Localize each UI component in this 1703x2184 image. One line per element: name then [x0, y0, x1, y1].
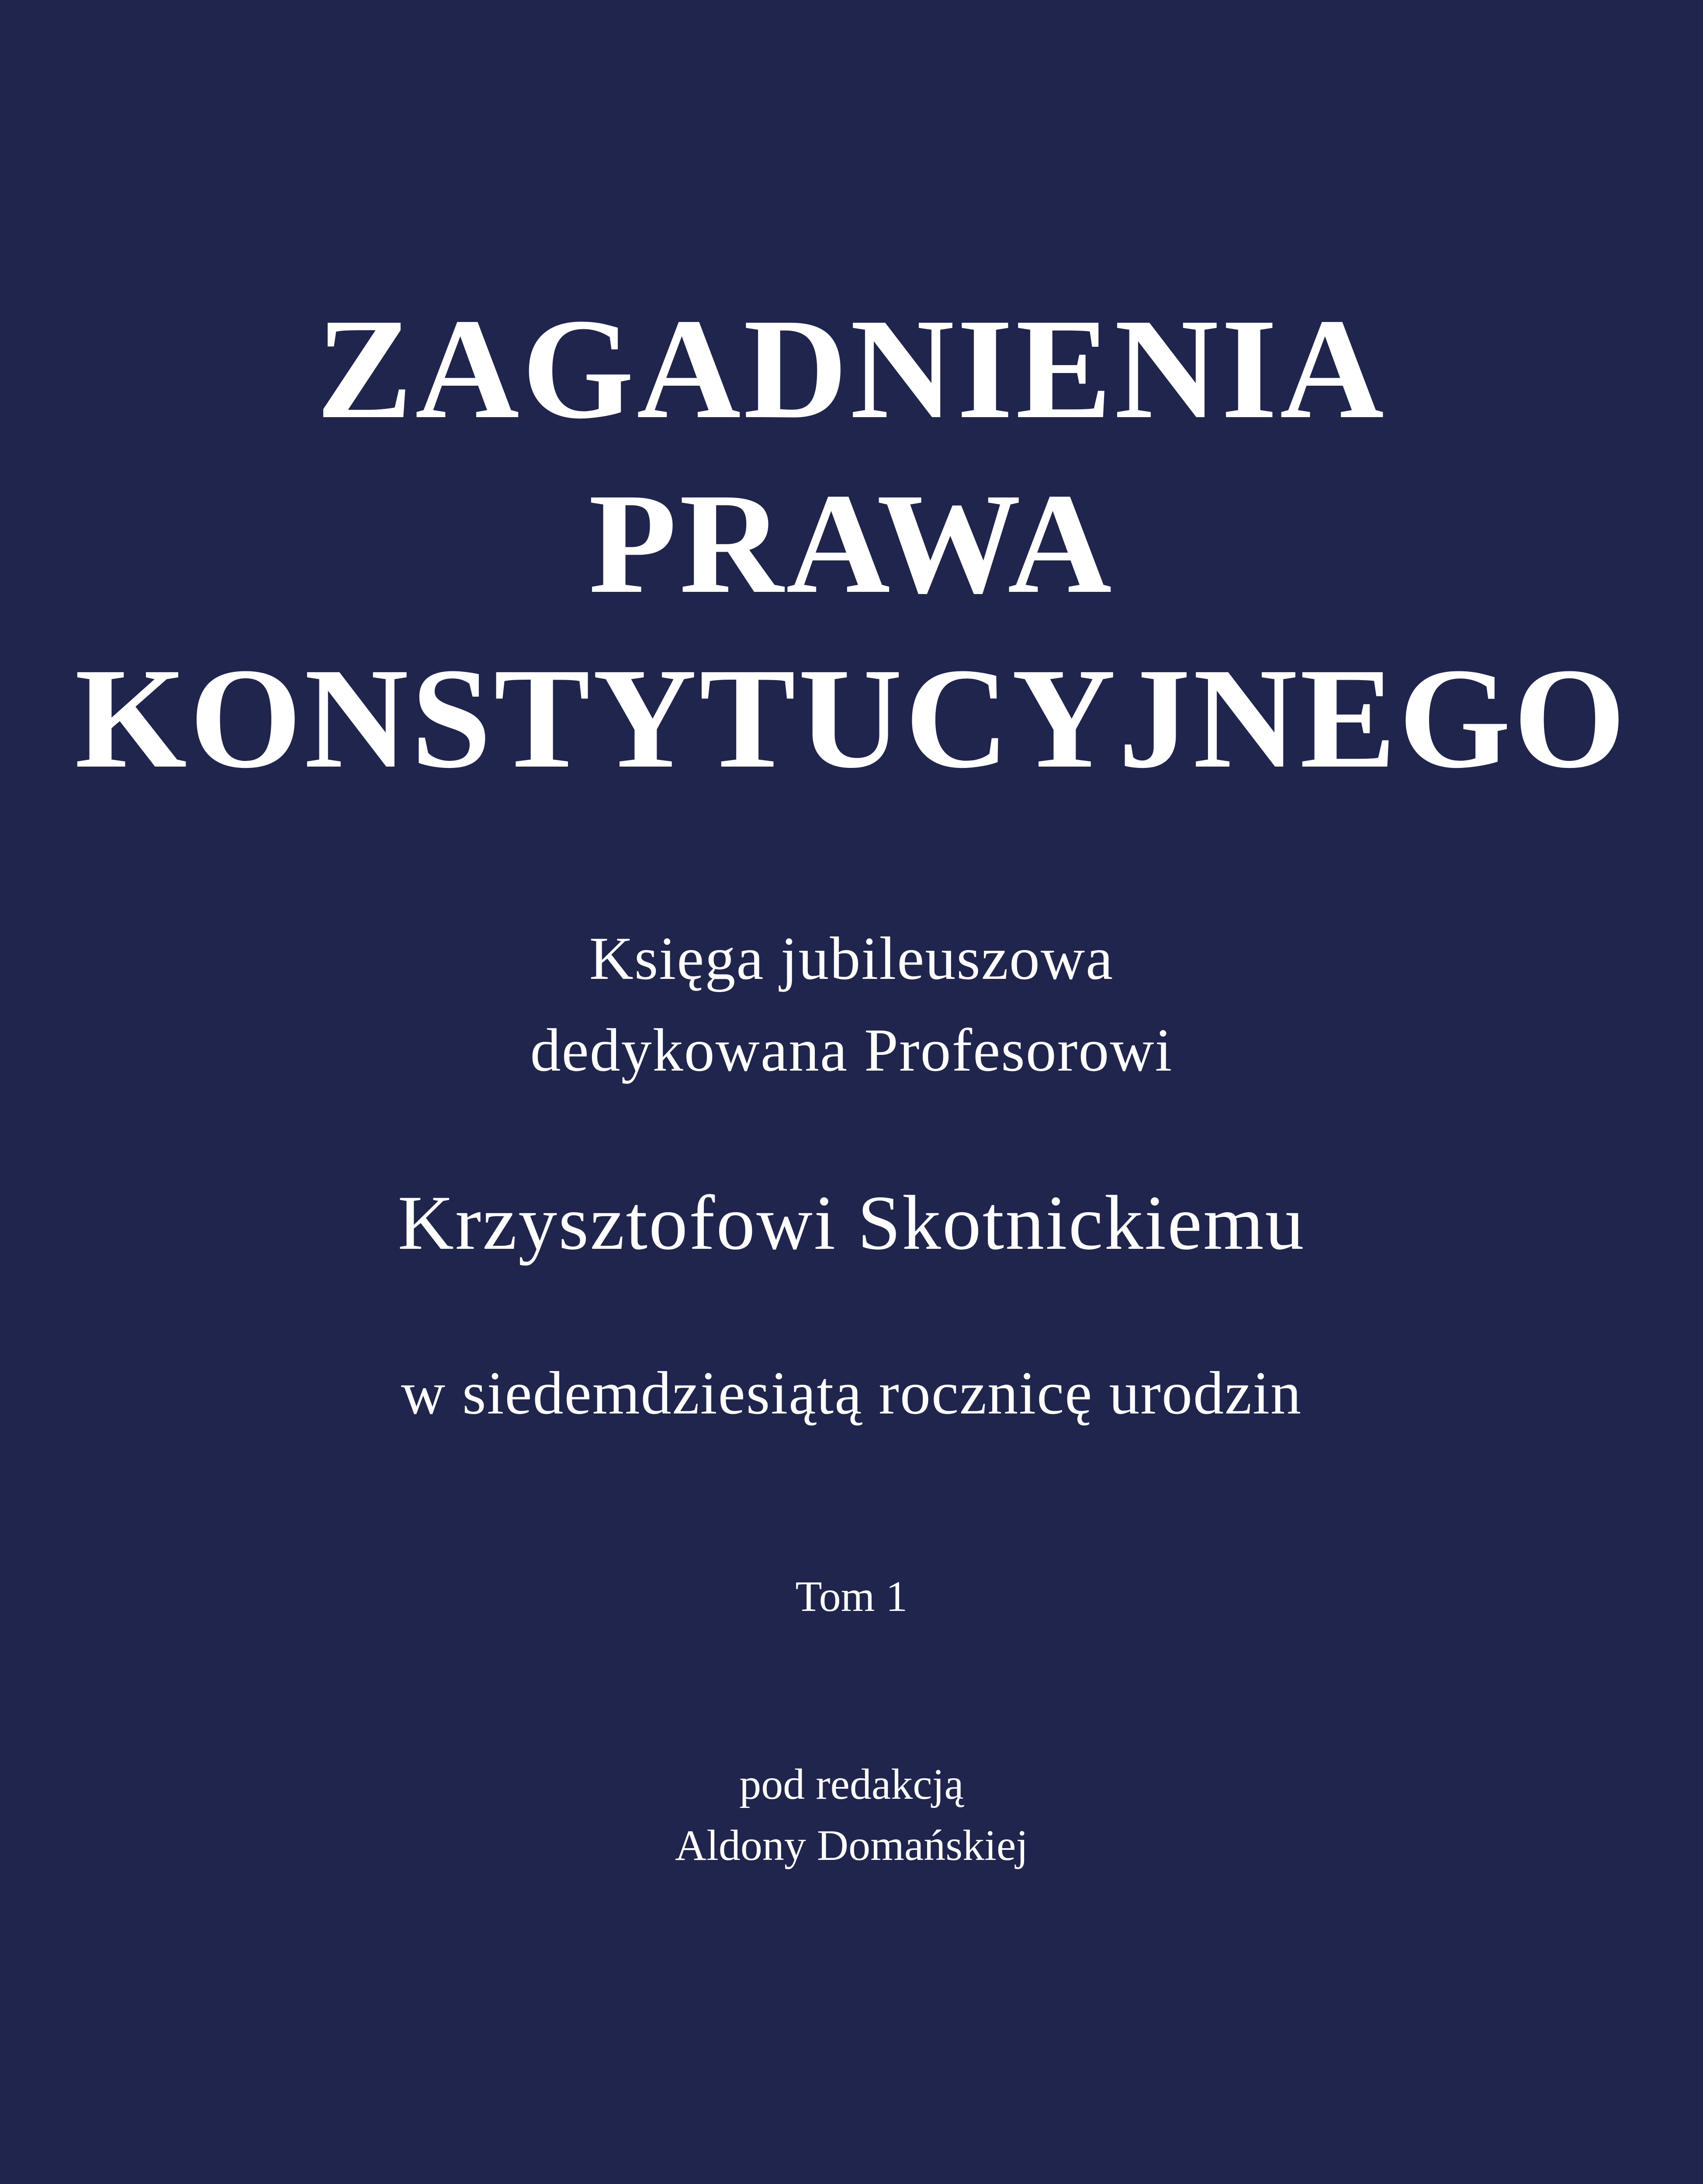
occasion-line: w siedemdziesiątą rocznicę urodzin	[401, 1359, 1302, 1427]
editor-line-2: Aldony Domańskiej	[675, 1821, 1028, 1870]
subtitle-line-2: dedykowana Profesorowi	[530, 1016, 1173, 1084]
title-line-3: KONSTYTUCYJNEGO	[75, 639, 1628, 798]
title-line-2: PRAWA	[588, 464, 1115, 623]
volume-label: Tom 1	[795, 1572, 908, 1621]
title-line-1: ZAGADNIENIA	[316, 289, 1387, 449]
editor-line-1: pod redakcją	[739, 1760, 964, 1808]
dedicatee-name: Krzysztofowi Skotnickiemu	[398, 1179, 1305, 1266]
subtitle-line-1: Księga jubileuszowa	[589, 925, 1114, 992]
